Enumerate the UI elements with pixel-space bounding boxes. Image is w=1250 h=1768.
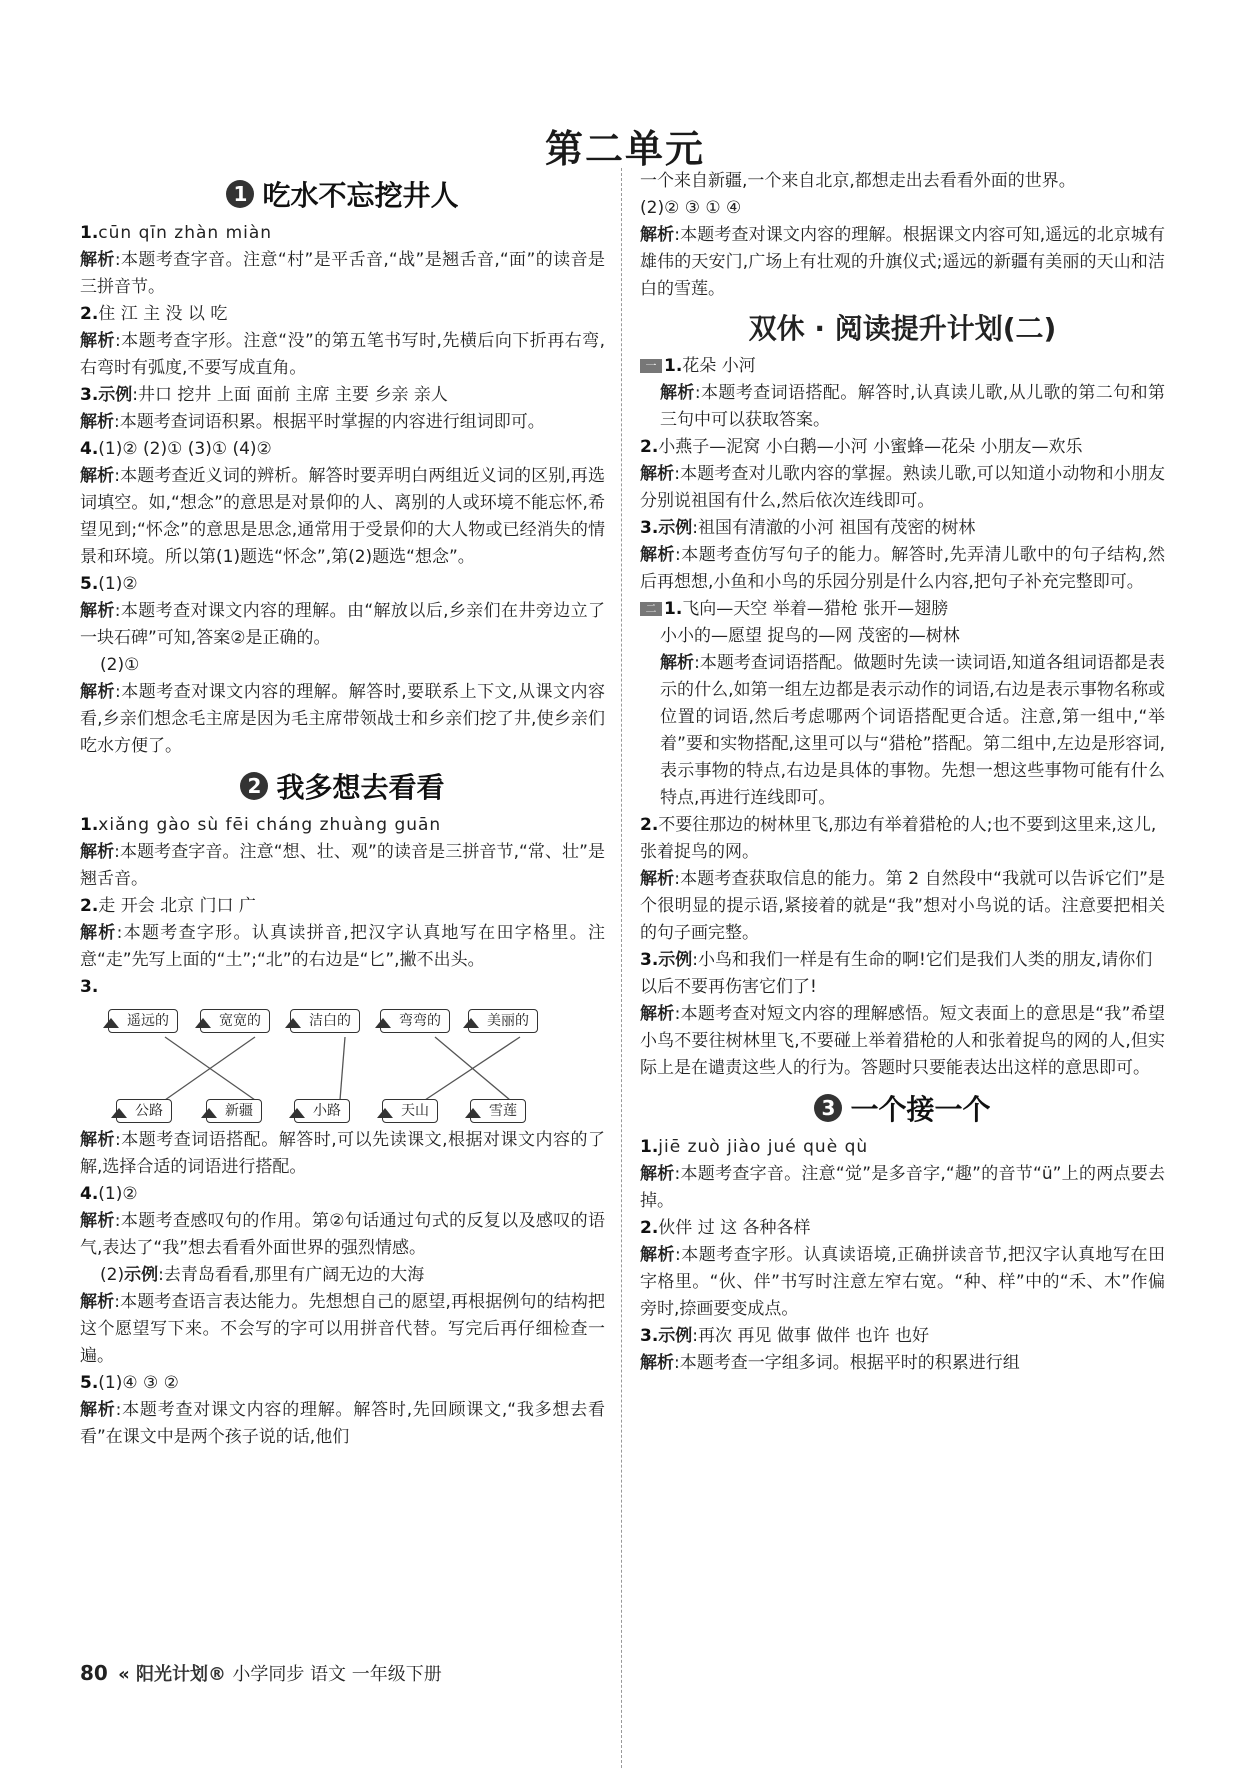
book-info: 小学同步 语文 一年级下册: [232, 1664, 442, 1685]
match-tag-top: 弯弯的: [380, 1009, 450, 1033]
explanation: 解析:本题考查词语搭配。解答时,认真读儿歌,从儿歌的第二句和第三句中可以获取答案。: [660, 383, 1166, 430]
explanation: 解析:本题考查词语搭配。解答时,可以先读课文,根据对课文内容的了解,选择合适的词语进行搭配。: [80, 1130, 605, 1177]
match-tag-top: 遥远的: [108, 1009, 178, 1033]
arrow-icon: «: [118, 1664, 130, 1685]
answer-line: 小小的—愿望 捉鸟的—网 茂密的—树林: [660, 626, 960, 646]
answer-line: (2)示例:去青岛看看,那里有广阔无边的大海: [100, 1265, 425, 1285]
section-mark: 二: [640, 602, 662, 616]
answer-line: 1.jiē zuò jiào jué què qù: [640, 1137, 869, 1157]
explanation: 解析:本题考查字音。注意“想、壮、观”的读音是三拼音节,“常、壮”是翘舌音。: [80, 842, 606, 889]
answer-line: 1.xiǎng gào sù fēi cháng zhuàng guān: [80, 815, 442, 835]
answer-line: 2.小燕子—泥窝 小白鹅—小河 小蜜蜂—花朵 小朋友—欢乐: [640, 437, 1083, 457]
answer-line: 3.示例:祖国有清澈的小河 祖国有茂密的树林: [640, 518, 976, 538]
brand-name: 阳光计划®: [136, 1664, 227, 1685]
explanation: 解析:本题考查近义词的辨析。解答时要弄明白两组近义词的区别,再选词填空。如,“想念”的意思是对景仰的人、离别的人或环境不能忘怀,希望见到;“怀念”的意思是思念,通常用于受景仰的大人物或已经消失的情景和环境。所以第(1)题选“怀念”,第(2)题选“想念”。: [80, 466, 605, 567]
answer-line: 3.示例:井口 挖井 上面 面前 主席 主要 乡亲 亲人: [80, 385, 448, 405]
answer-line: (2)② ③ ① ④: [640, 198, 742, 218]
right-column: [640, 168, 1165, 1377]
lesson-number-badge: 3: [814, 1094, 842, 1122]
explanation: 解析:本题考查对课文内容的理解。由“解放以后,乡亲们在井旁边立了一块石碑”可知,答案②是正确的。: [80, 601, 606, 648]
lesson-2-title: [80, 766, 605, 806]
match-tag-bottom: 新疆: [206, 1099, 262, 1123]
match-line: [425, 1037, 520, 1100]
explanation: 解析:本题考查字音。注意“觉”是多音字,“趣”的音节“ü”上的两点要去掉。: [640, 1164, 1166, 1211]
answer-line: 二 1.飞向—天空 举着—猎枪 张开—翅膀: [640, 596, 1165, 623]
lesson-1-title: [80, 174, 605, 214]
match-tag-top: 洁白的: [290, 1009, 360, 1033]
explanation: 解析:本题考查对儿歌内容的掌握。熟读儿歌,可以知道小动物和小朋友分别说祖国有什么,然后依次连线即可。: [640, 464, 1165, 511]
explanation: 解析:本题考查字音。注意“村”是平舌音,“战”是翘舌音,“面”的读音是三拼音节。: [80, 250, 605, 297]
answer-line: 一 1.花朵 小河: [640, 353, 1165, 380]
answer-line: 3.示例:小鸟和我们一样是有生命的啊!它们是我们人类的朋友,请你们以后不要再伤害它们了!: [640, 950, 1153, 997]
match-tag-bottom: 小路: [294, 1099, 350, 1123]
match-line: [340, 1037, 345, 1100]
explanation: 解析:本题考查语言表达能力。先想想自己的愿望,再根据例句的结构把这个愿望写下来。不会写的字可以用拼音代替。写完后再仔细检查一遍。: [80, 1292, 605, 1366]
answer-line: 3.: [80, 977, 99, 997]
match-tag-bottom: 雪莲: [470, 1099, 526, 1123]
explanation: 解析:本题考查字形。注意“没”的第五笔书写时,先横后向下折再右弯,右弯时有弧度,不要写成直角。: [80, 331, 606, 378]
page-title: 第二单元: [544, 127, 705, 171]
lesson-title-text: 我多想去看看: [276, 771, 445, 804]
answer-line: 2.不要往那边的树林里飞,那边有举着猎枪的人;也不要到这里来,这儿,张着捉鸟的网。: [640, 815, 1157, 862]
lesson-title-text: 吃水不忘挖井人: [262, 179, 459, 212]
page-number: 80: [80, 1661, 108, 1685]
column-divider: [621, 168, 622, 1768]
word-matching-diagram: [80, 1005, 605, 1125]
explanation: 解析:本题考查对课文内容的理解。根据课文内容可知,遥远的北京城有雄伟的天安门,广场上有壮观的升旗仪式;遥远的新疆有美丽的天山和洁白的雪莲。: [640, 225, 1165, 299]
answer-line: 2.走 开会 北京 门口 广: [80, 896, 256, 916]
reading-plan-title: 双休 · 阅读提升计划(二): [748, 312, 1057, 345]
explanation: 解析:本题考查词语搭配。做题时先读一读词语,知道各组词语都是表示的什么,如第一组左边都是表示动作的词语,右边是表示事物名称或位置的词语,然后考虑哪两个词语搭配更合适。注意,第一组中,“举着”要和实物搭配,这里可以与“猎枪”搭配。第二组中,左边是形容词,表示事物的特点,右边是具体的事物。先想一想这些事物可能有什么特点,再进行连线即可。: [660, 653, 1165, 808]
page-footer: [80, 1660, 442, 1686]
explanation: 解析:本题考查获取信息的能力。第 2 自然段中“我就可以告诉它们”是个很明显的提示语,紧接着的就是“我”想对小鸟说的话。注意要把相关的句子画完整。: [640, 869, 1166, 943]
left-column: [80, 168, 605, 1451]
answer-line: 1.cūn qīn zhàn miàn: [80, 223, 273, 243]
lesson-number-badge: 1: [226, 180, 254, 208]
answer-line: 4.(1)②: [80, 1184, 138, 1204]
lesson-title-text: 一个接一个: [850, 1093, 991, 1126]
explanation: 解析:本题考查感叹句的作用。第②句话通过句式的反复以及感叹的语气,表达了“我”想去看看外面世界的强烈情感。: [80, 1211, 606, 1258]
match-tag-top: 宽宽的: [200, 1009, 270, 1033]
explanation: 解析:本题考查对课文内容的理解。解答时,要联系上下文,从课文内容看,乡亲们想念毛主席是因为毛主席带领战士和乡亲们挖了井,使乡亲们吃水方便了。: [80, 682, 605, 756]
answer-line: 5.(1)②: [80, 574, 138, 594]
explanation: 解析:本题考查仿写句子的能力。解答时,先弄清儿歌中的句子结构,然后再想想,小鱼和小鸟的乐园分别是什么内容,把句子补充完整即可。: [640, 545, 1165, 592]
answer-line: 2.伙伴 过 这 各种各样: [640, 1218, 811, 1238]
match-tag-bottom: 天山: [382, 1099, 438, 1123]
match-tag-bottom: 公路: [116, 1099, 172, 1123]
answer-line: 2.住 江 主 没 以 吃: [80, 304, 228, 324]
answer-line: (2)①: [100, 655, 140, 675]
continued-text: 一个来自新疆,一个来自北京,都想走出去看看外面的世界。: [640, 171, 1076, 191]
explanation: 解析:本题考查字形。认真读拼音,把汉字认真地写在田字格里。注意“走”先写上面的“土”;“北”的右边是“匕”,撇不出头。: [80, 923, 606, 970]
explanation: 解析:本题考查一字组多词。根据平时的积累进行组: [640, 1353, 1020, 1373]
explanation: 解析:本题考查字形。认真读语境,正确拼读音节,把汉字认真地写在田字格里。“伙、伴”书写时注意左窄右宽。“种、样”中的“禾、木”作偏旁时,捺画要变成点。: [640, 1245, 1165, 1319]
section-mark: 一: [640, 359, 662, 373]
answer-line: 5.(1)④ ③ ②: [80, 1373, 179, 1393]
answer-line: 3.示例:再次 再见 做事 做伴 也许 也好: [640, 1326, 930, 1346]
lesson-number-badge: 2: [240, 772, 268, 800]
explanation: 解析:本题考查对短文内容的理解感悟。短文表面上的意思是“我”希望小鸟不要往树林里飞,不要碰上举着猎枪的人和张着捉鸟的网的人,但实际上是在谴责这些人的行为。答题时只要能表达出这样的意思即可。: [640, 1004, 1166, 1078]
lesson-3-title: [640, 1088, 1165, 1128]
match-tag-top: 美丽的: [468, 1009, 538, 1033]
answer-line: 4.(1)② (2)① (3)① (4)②: [80, 439, 272, 459]
explanation: 解析:本题考查词语积累。根据平时掌握的内容进行组词即可。: [80, 412, 545, 432]
explanation: 解析:本题考查对课文内容的理解。解答时,先回顾课文,“我多想去看看”在课文中是两个孩子说的话,他们: [80, 1400, 605, 1447]
